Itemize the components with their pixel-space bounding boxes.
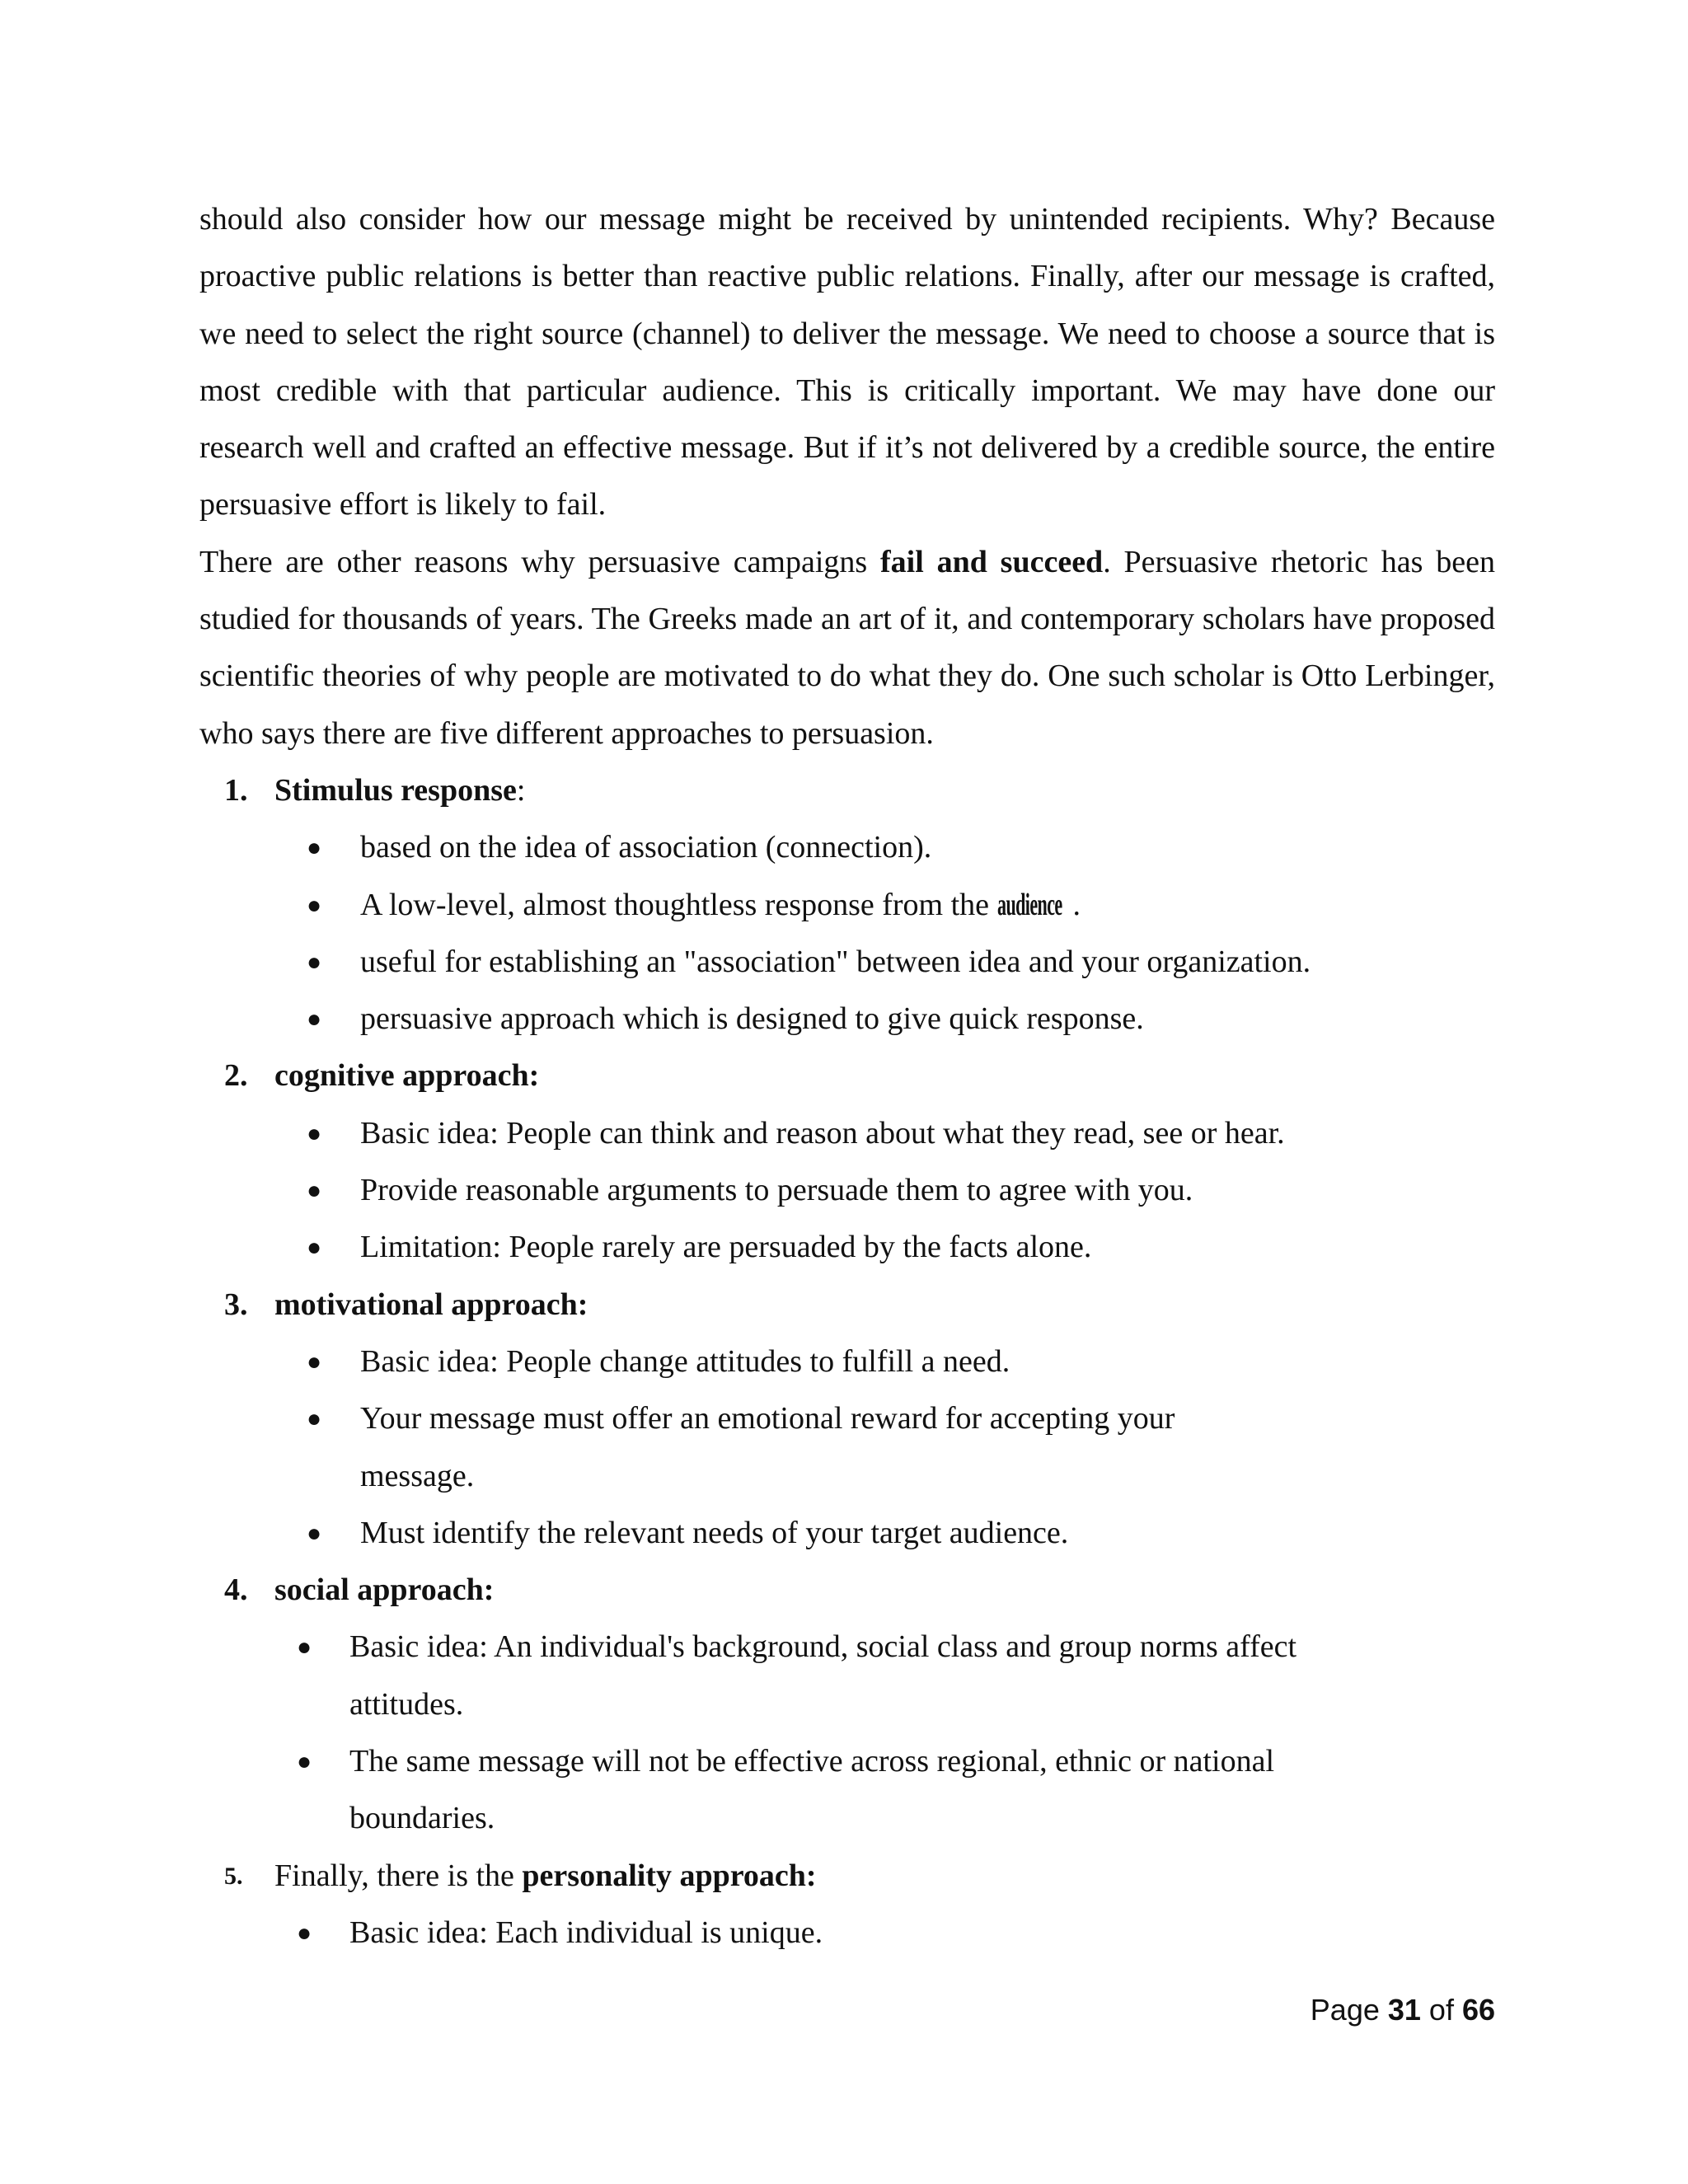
bullet-icon: ●	[307, 1519, 322, 1547]
bullet-icon: ●	[307, 1405, 322, 1433]
approach-5	[199, 1848, 1495, 1905]
bullet-text: Basic idea: People can think and reason about what they read, see or hear.	[360, 1115, 1285, 1151]
list-item	[199, 991, 1495, 1047]
bullet-text: Your message must offer an emotional reward for accepting your	[360, 1401, 1175, 1436]
condensed-word: audience	[996, 887, 1062, 922]
page-number: 31	[1387, 1993, 1421, 2027]
bullet-text: Provide reasonable arguments to persuade them to agree with you.	[360, 1173, 1193, 1208]
document-page	[199, 191, 1495, 1961]
bullet-icon: ●	[307, 1119, 322, 1147]
bullet-text: Must identify the relevant needs of your target audience.	[360, 1515, 1069, 1550]
list-item	[199, 1219, 1495, 1276]
bullet-icon: ●	[307, 1005, 322, 1033]
bullet-text-main: A low-level, almost thoughtless response from the	[360, 887, 990, 922]
bullet-text-suffix: .	[1072, 887, 1081, 922]
list-item	[199, 1905, 1495, 1961]
approach-2-number: 2.	[224, 1058, 248, 1094]
approach-1-title: Stimulus response	[274, 772, 517, 808]
approach-5-prefix: Finally, there is the	[274, 1858, 523, 1893]
approach-5-number: 5.	[224, 1862, 243, 1890]
approach-1-suffix: :	[516, 772, 526, 808]
paragraph-reasons-end: . Persuasive rhetoric has been studied for thousands of years. The Greeks made an art of it, and contemporary scholars have proposed scientific theories of why people are motivated to do what they do. One such scholar is Otto Lerbinger, who says there are five different approaches to persuasion.	[199, 544, 1495, 751]
approach-1	[199, 762, 1495, 819]
list-item	[199, 1733, 1495, 1848]
bullet-text: Limitation: People rarely are persuaded by the facts alone.	[360, 1230, 1092, 1265]
bullet-icon: ●	[307, 834, 322, 862]
bullet-icon: ●	[307, 1234, 322, 1262]
bullet-text-continuation: message.	[360, 1458, 475, 1493]
bullet-icon: ●	[297, 1919, 312, 1947]
approach-3-title: motivational approach:	[274, 1286, 588, 1322]
bullet-text: based on the idea of association (connection).	[360, 830, 932, 865]
list-item	[199, 1619, 1495, 1733]
paragraph-reasons	[199, 534, 1495, 762]
approach-4-number: 4.	[224, 1572, 248, 1608]
list-item	[199, 1390, 1495, 1505]
paragraph-reasons-start: There are other reasons why persuasive campaigns	[199, 544, 881, 579]
approach-2	[199, 1047, 1495, 1104]
paragraph-intro: should also consider how our message might be received by unintended recipients. Why? Because proactive public relations is better than reactive public relations. Finally, after our message is crafted, we need to select the right source (channel) to deliver the message. We need to choose a source that is most credible with that particular audience. This is critically important. We may have done our research well and crafted an effective message. But if it’s not delivered by a credible source, the entire persuasive effort is likely to fail.	[199, 202, 1495, 523]
bullet-icon: ●	[307, 1177, 322, 1205]
page-footer	[1311, 1993, 1495, 2027]
approach-4	[199, 1562, 1495, 1619]
approach-3-number: 3.	[224, 1286, 248, 1322]
bullet-icon: ●	[307, 891, 322, 919]
bullet-text: The same message will not be effective across regional, ethnic or national	[349, 1744, 1275, 1779]
list-item	[199, 1105, 1495, 1162]
bullet-text: Basic idea: Each individual is unique.	[349, 1915, 823, 1950]
paragraph-reasons-bold: fail and succeed	[880, 544, 1104, 579]
bullet-icon: ●	[307, 948, 322, 976]
bullet-icon: ●	[307, 1347, 322, 1376]
bullet-text: persuasive approach which is designed to give quick response.	[360, 1001, 1144, 1037]
list-item	[199, 1505, 1495, 1562]
bullet-text: Basic idea: People change attitudes to fulfill a need.	[360, 1343, 1010, 1379]
approach-5-title: personality approach:	[522, 1858, 817, 1893]
bullet-text: useful for establishing an "association" between idea and your organization.	[360, 944, 1311, 979]
page-of-label: of	[1420, 1993, 1462, 2027]
list-item	[199, 1162, 1495, 1219]
bullet-text	[199, 877, 1495, 934]
bullet-text: Basic idea: An individual's background, social class and group norms affect	[349, 1629, 1297, 1665]
list-item	[199, 819, 1495, 876]
list-item	[199, 934, 1495, 991]
list-item	[199, 877, 1495, 934]
approach-1-number: 1.	[224, 772, 248, 808]
bullet-icon: ●	[297, 1633, 312, 1661]
approach-2-title: cognitive approach:	[274, 1058, 540, 1094]
page-total: 66	[1461, 1993, 1495, 2027]
page-label: Page	[1310, 1993, 1388, 2027]
bullet-icon: ●	[297, 1748, 312, 1776]
approach-4-title: social approach:	[274, 1572, 495, 1608]
bullet-text-continuation: boundaries.	[349, 1801, 495, 1836]
bullet-text-continuation: attitudes.	[349, 1686, 464, 1722]
list-item	[199, 1333, 1495, 1390]
approach-3	[199, 1277, 1495, 1333]
